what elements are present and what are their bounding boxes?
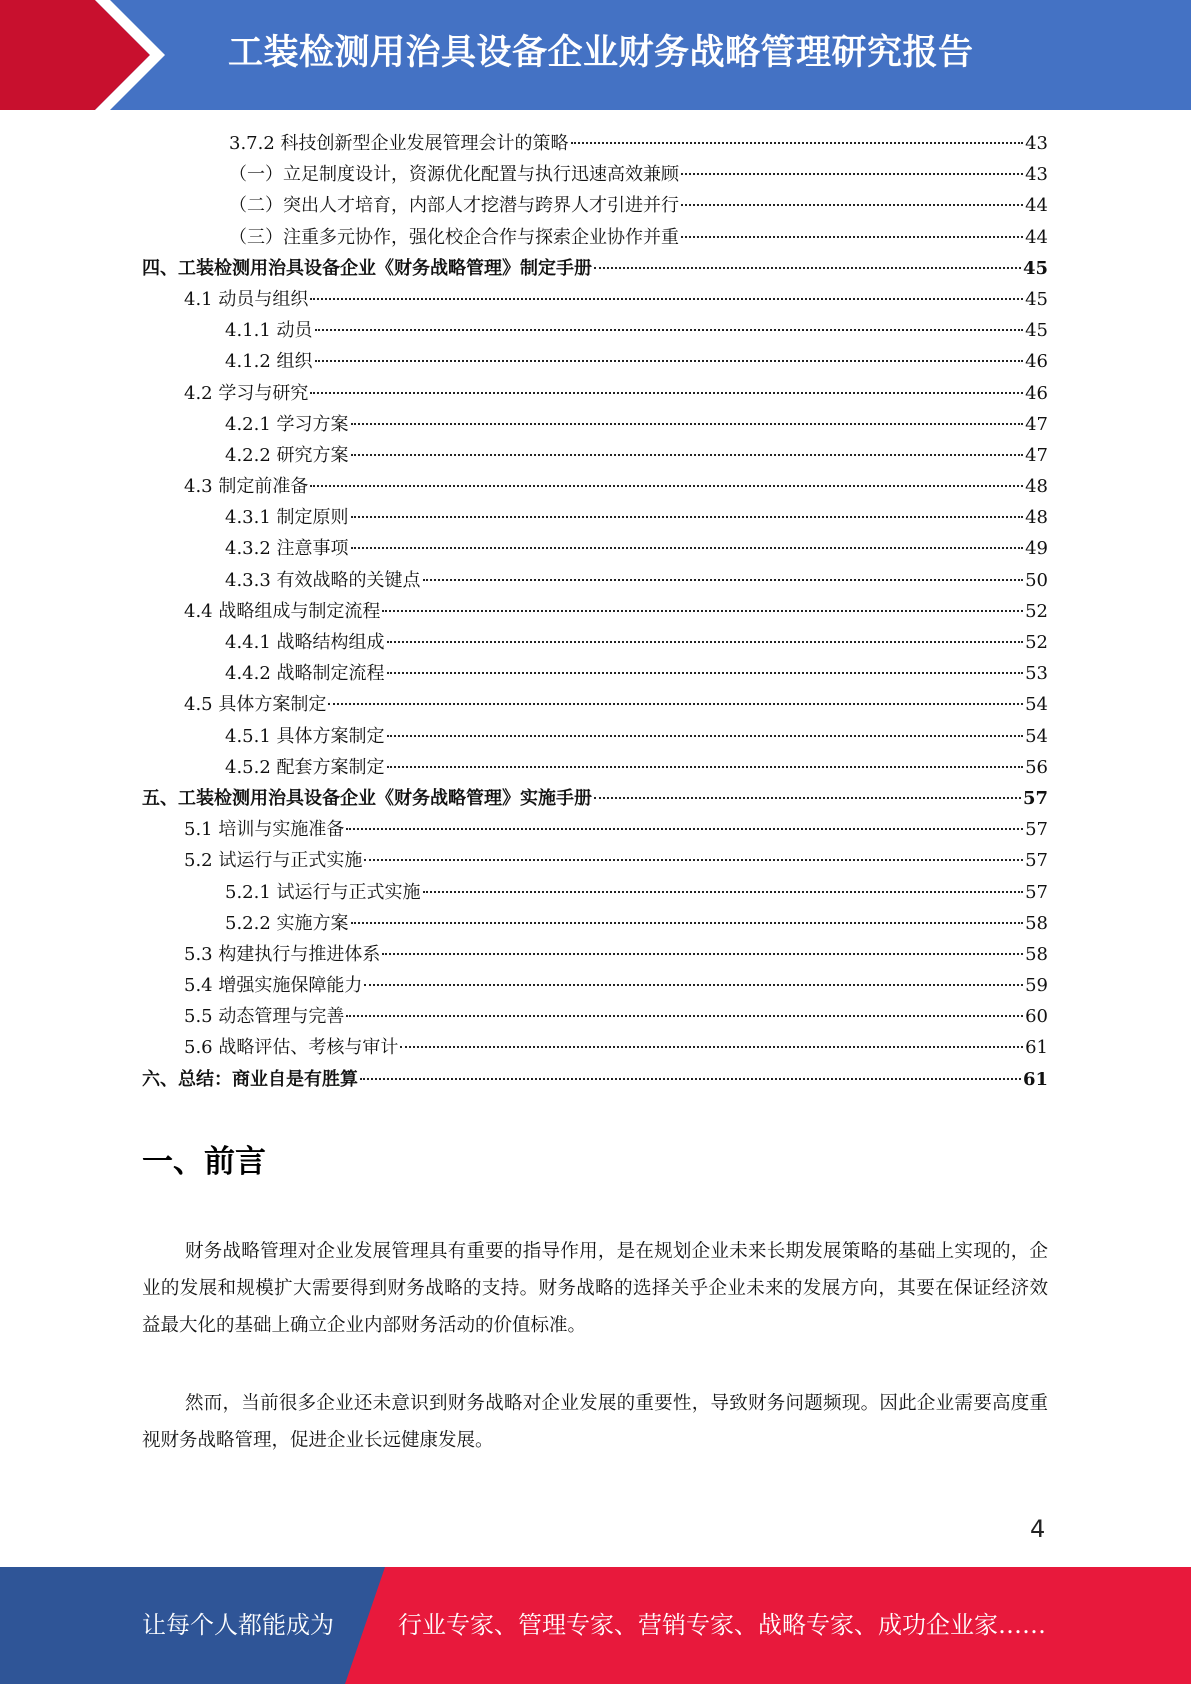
toc-entry-label: 4.1.1 动员 [225, 320, 313, 342]
toc-entry-page: 54 [1025, 694, 1048, 716]
toc-entry-label: 4.4.1 战略结构组成 [225, 632, 385, 653]
toc-entry-label: 3.7.2 科技创新型企业发展管理会计的策略 [229, 133, 569, 154]
toc-entry-label: 六、总结：商业自是有胜算 [142, 1068, 358, 1090]
toc-entry-label: 4.3.2 注意事项 [225, 538, 349, 560]
toc-entry-label: 四、工装检测用治具设备企业《财务战略管理》制定手册 [142, 257, 592, 279]
section-heading: 一、前言 [142, 1144, 266, 1180]
toc-entry-page: 46 [1025, 382, 1048, 404]
body-paragraph: 财务战略管理对企业发展管理具有重要的指导作用，是在规划企业未来长期发展策略的基础上实现的，企业的发展和规模扩大需要得到财务战略的支持。财务战略的选择关乎企业未来的发展方向，其要在保证经济效益最大化的基础上确立企业内部财务活动的价值标准。 [142, 1241, 1048, 1336]
toc-dot-leader [351, 529, 1024, 549]
toc-dot-leader [315, 311, 1024, 331]
toc-entry-page: 56 [1025, 756, 1048, 778]
toc-entry-label: 4.4.2 战略制定流程 [225, 663, 385, 685]
footer-banner [0, 1567, 1191, 1684]
toc-entry-page: 48 [1025, 476, 1048, 498]
toc-entry-page: 58 [1025, 943, 1048, 965]
toc-entry-page: 46 [1025, 351, 1048, 373]
toc-entry-label: 4.5.1 具体方案制定 [225, 725, 385, 747]
toc-entry-page: 44 [1025, 195, 1048, 217]
toc-dot-leader [681, 218, 1023, 238]
toc-dot-leader [423, 561, 1024, 581]
toc-entry-page: 50 [1025, 569, 1048, 591]
toc-dot-leader [382, 935, 1023, 955]
toc-dot-leader [387, 748, 1024, 768]
toc-entry-label: 5.2.1 试运行与正式实施 [225, 881, 421, 903]
toc-entry-label: （三）注重多元协作，强化校企合作与探索企业协作并重 [229, 226, 679, 248]
toc-entry-page: 58 [1025, 912, 1048, 934]
toc-dot-leader [346, 810, 1023, 830]
toc-entry-label: 4.4 战略组成与制定流程 [184, 600, 381, 622]
toc-entry-label: 5.2.2 实施方案 [225, 912, 349, 934]
toc-entry-page: 45 [1025, 320, 1048, 342]
toc-entry-page: 49 [1025, 538, 1048, 560]
toc-entry-page: 60 [1025, 1006, 1048, 1028]
toc-dot-leader [594, 249, 1021, 269]
toc-entry-label: 4.1 动员与组织 [184, 288, 309, 310]
toc-entry-page: 48 [1025, 507, 1048, 529]
toc-entry-page: 45 [1025, 288, 1048, 310]
toc-entry-label: 4.2.1 学习方案 [225, 413, 349, 435]
toc-entry-label: 5.1 培训与实施准备 [184, 819, 345, 841]
toc-entry-page: 45 [1022, 257, 1048, 279]
toc-entry-page: 52 [1025, 600, 1048, 622]
toc-dot-leader [315, 342, 1024, 362]
toc-entry-page: 44 [1025, 226, 1048, 248]
toc-dot-leader [351, 436, 1024, 456]
toc-dot-leader [571, 124, 1024, 144]
report-title: 工装检测用治具设备企业财务战略管理研究报告 [228, 33, 974, 73]
toc-entry-label: 5.3 构建执行与推进体系 [184, 943, 381, 965]
footer-slogan-right: 行业专家、管理专家、营销专家、战略专家、成功企业家…… [398, 1611, 1046, 1639]
toc-dot-leader [310, 467, 1023, 487]
toc-dot-leader [351, 498, 1024, 518]
toc-dot-leader [351, 405, 1024, 425]
table-of-contents [142, 128, 1048, 1095]
toc-entry-page: 57 [1022, 787, 1048, 809]
toc-entry-page: 43 [1025, 164, 1048, 186]
toc-dot-leader [387, 717, 1024, 737]
body-paragraph: 然而，当前很多企业还未意识到财务战略对企业发展的重要性，导致财务问题频现。因此企业需要高度重视财务战略管理，促进企业长远健康发展。 [142, 1393, 1048, 1451]
toc-dot-leader [360, 1060, 1021, 1080]
toc-entry-label: 五、工装检测用治具设备企业《财务战略管理》实施手册 [142, 787, 592, 809]
toc-entry-label: （二）突出人才培育，内部人才挖潜与跨界人才引进并行 [229, 195, 679, 217]
toc-entry-page: 57 [1025, 819, 1048, 841]
toc-dot-leader [400, 1028, 1023, 1048]
toc-dot-leader [387, 654, 1024, 674]
toc-entry-label: 4.3.1 制定原则 [225, 507, 349, 529]
toc-entry-page: 59 [1025, 975, 1048, 997]
toc-entry-label: （一）立足制度设计，资源优化配置与执行迅速高效兼顾 [229, 164, 679, 186]
toc-dot-leader [346, 997, 1023, 1017]
toc-dot-leader [382, 592, 1023, 612]
toc-dot-leader [351, 904, 1024, 924]
toc-entry-page: 57 [1025, 850, 1048, 872]
toc-entry-page: 53 [1025, 663, 1048, 685]
toc-dot-leader [681, 155, 1023, 175]
toc-dot-leader [681, 186, 1023, 206]
toc-entry-page: 61 [1025, 1037, 1048, 1059]
toc-entry-label: 5.5 动态管理与完善 [184, 1006, 345, 1028]
toc-dot-leader [328, 685, 1023, 705]
toc-entry-label: 4.2 学习与研究 [184, 382, 309, 404]
toc-dot-leader [364, 841, 1023, 861]
toc-entry-label: 5.6 战略评估、考核与审计 [184, 1037, 399, 1059]
toc-dot-leader [310, 374, 1023, 394]
toc-entry-label: 4.3.3 有效战略的关键点 [225, 569, 421, 591]
toc-entry-label: 4.3 制定前准备 [184, 476, 309, 498]
toc-entry-page: 47 [1025, 444, 1048, 466]
toc-entry-page: 52 [1025, 632, 1048, 653]
toc-entry-page: 61 [1022, 1068, 1048, 1090]
page-number: 4 [1030, 1515, 1046, 1543]
toc-dot-leader [423, 873, 1024, 893]
toc-entry-label: 4.5 具体方案制定 [184, 694, 327, 716]
footer-slogan-left: 让每个人都能成为 [142, 1611, 334, 1639]
toc-dot-leader [387, 623, 1024, 643]
toc-dot-leader [364, 966, 1023, 986]
toc-entry-page: 47 [1025, 413, 1048, 435]
toc-entry-page: 57 [1025, 881, 1048, 903]
toc-entry-page: 54 [1025, 725, 1048, 747]
toc-dot-leader [310, 280, 1023, 300]
toc-entry-label: 4.2.2 研究方案 [225, 444, 349, 466]
toc-entry-page: 43 [1025, 133, 1048, 154]
header-banner [0, 0, 1191, 110]
toc-entry[interactable] [142, 1064, 1048, 1095]
toc-dot-leader [594, 779, 1021, 799]
toc-entry-label: 4.1.2 组织 [225, 351, 313, 373]
toc-entry-label: 5.4 增强实施保障能力 [184, 975, 363, 997]
toc-entry-label: 5.2 试运行与正式实施 [184, 850, 363, 872]
toc-entry-label: 4.5.2 配套方案制定 [225, 756, 385, 778]
